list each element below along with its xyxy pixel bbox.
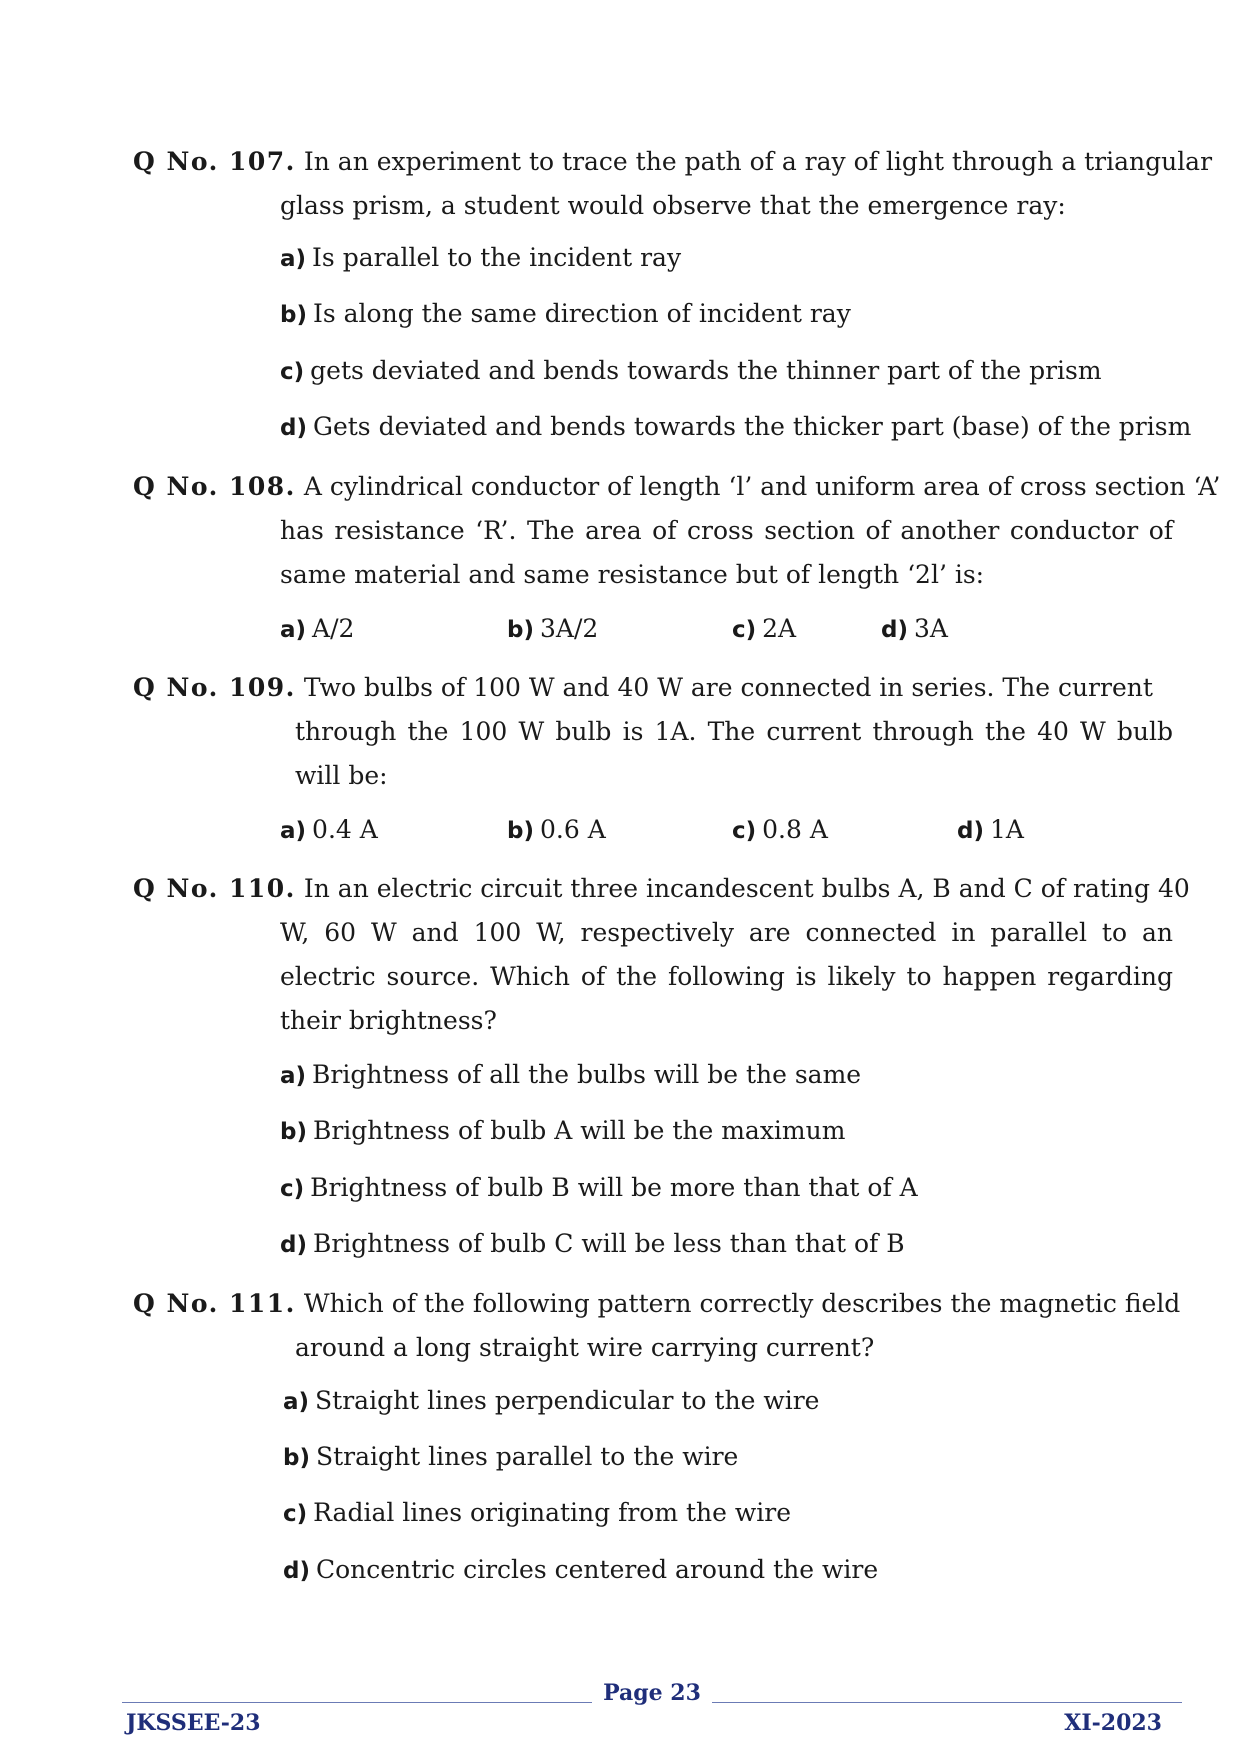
- question-107: [133, 140, 1213, 228]
- question-number: Q No. 108.: [133, 472, 296, 501]
- option-a: a) 0.4 A: [280, 815, 378, 844]
- question-text-continued: has resistance ‘R’. The area of cross section of another conductor of same material and same resistance but of length ‘2l’ is:: [280, 516, 1173, 589]
- option-c: c) Radial lines originating from the wire: [283, 1498, 792, 1527]
- option-c: c) gets deviated and bends towards the thinner part of the prism: [280, 356, 1102, 385]
- option-a: a) Brightness of all the bulbs will be the same: [280, 1060, 862, 1089]
- question-text: A cylindrical conductor of length ‘l’ and uniform area of cross section ‘A’: [303, 472, 1221, 501]
- option-a: a) Straight lines perpendicular to the wire: [283, 1386, 820, 1415]
- option-d: d) Concentric circles centered around the wire: [283, 1555, 879, 1584]
- option-b: b) Is along the same direction of incident ray: [280, 299, 851, 328]
- question-text-continued: glass prism, a student would observe that the emergence ray:: [280, 191, 1066, 220]
- option-d: d) 1A: [957, 815, 1024, 844]
- option-b: b) Brightness of bulb A will be the maximum: [280, 1116, 846, 1145]
- option-d: d) Gets deviated and bends towards the thicker part (base) of the prism: [280, 412, 1192, 441]
- question-109: [133, 666, 1173, 798]
- option-b: b) 0.6 A: [507, 815, 606, 844]
- option-a: a) Is parallel to the incident ray: [280, 243, 682, 272]
- question-text-continued: around a long straight wire carrying current?: [295, 1333, 875, 1362]
- option-a: a) A/2: [280, 614, 355, 643]
- question-text: In an experiment to trace the path of a ray of light through a triangular: [303, 147, 1213, 176]
- question-text: Which of the following pattern correctly describes the magnetic field: [303, 1289, 1181, 1318]
- option-d: d) Brightness of bulb C will be less than that of B: [280, 1229, 905, 1258]
- option-c: c) 0.8 A: [732, 815, 828, 844]
- option-d: d) 3A: [881, 614, 948, 643]
- question-111: [133, 1282, 1181, 1370]
- question-text: In an electric circuit three incandescent bulbs A, B and C of rating 40: [303, 874, 1190, 903]
- page-footer: [122, 1680, 1182, 1750]
- question-text-continued: through the 100 W bulb is 1A. The current through the 40 W bulb will be:: [295, 717, 1173, 790]
- option-b: b) Straight lines parallel to the wire: [283, 1442, 739, 1471]
- question-number: Q No. 107.: [133, 147, 296, 176]
- question-110: [133, 867, 1190, 1043]
- option-c: c) 2A: [732, 614, 797, 643]
- option-c: c) Brightness of bulb B will be more than that of A: [280, 1173, 918, 1202]
- question-number: Q No. 109.: [133, 673, 296, 702]
- exam-code: JKSSEE-23: [126, 1710, 261, 1736]
- question-text: Two bulbs of 100 W and 40 W are connected in series. The current: [303, 673, 1153, 702]
- question-number: Q No. 110.: [133, 874, 296, 903]
- option-b: b) 3A/2: [507, 614, 599, 643]
- question-number: Q No. 111.: [133, 1289, 296, 1318]
- question-108: [133, 465, 1221, 597]
- question-text-continued: W, 60 W and 100 W, respectively are connected in parallel to an electric source. Which of the following is likely to happen regarding their brightness?: [280, 918, 1173, 1035]
- page-number: Page 23: [603, 1680, 701, 1706]
- class-code: XI-2023: [1064, 1710, 1162, 1736]
